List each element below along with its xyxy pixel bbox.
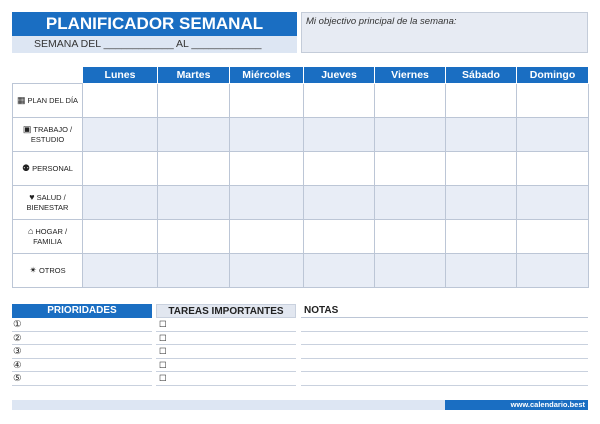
week-range-field[interactable]: SEMANA DEL ____________ AL ____________	[12, 36, 297, 53]
day-cell[interactable]	[446, 118, 517, 152]
category-row	[13, 152, 589, 186]
task-item[interactable]	[156, 345, 296, 359]
category-label	[13, 118, 83, 152]
category-text: HOGAR / FAMILIA	[33, 227, 68, 246]
day-cell[interactable]	[83, 84, 158, 118]
category-row	[13, 118, 589, 152]
notes-line[interactable]	[301, 359, 588, 373]
day-cell[interactable]	[83, 254, 158, 288]
notes-title: NOTAS	[301, 304, 588, 318]
day-cell[interactable]	[158, 186, 230, 220]
day-cell[interactable]	[304, 118, 375, 152]
priority-item[interactable]	[12, 332, 152, 346]
day-cell[interactable]	[517, 84, 589, 118]
footer-bar	[12, 400, 445, 410]
notes-line[interactable]	[301, 318, 588, 332]
day-cell[interactable]	[158, 84, 230, 118]
pin-icon: ✴	[29, 265, 37, 275]
day-cell[interactable]	[517, 254, 589, 288]
day-cell[interactable]	[304, 220, 375, 254]
weekly-objective-box[interactable]	[301, 12, 588, 53]
priority-marker: ⑤	[13, 373, 22, 385]
notes-line[interactable]	[301, 372, 588, 386]
notes-panel	[301, 304, 588, 386]
day-cell[interactable]	[375, 254, 446, 288]
day-cell[interactable]	[446, 186, 517, 220]
day-cell[interactable]	[230, 186, 304, 220]
task-item[interactable]	[156, 318, 296, 332]
day-cell[interactable]	[230, 220, 304, 254]
objective-label: Mi objectivo principal de la semana:	[306, 16, 457, 27]
day-header-row	[13, 67, 589, 84]
day-cell[interactable]	[375, 220, 446, 254]
day-cell[interactable]	[230, 152, 304, 186]
day-cell[interactable]	[517, 152, 589, 186]
category-label	[13, 186, 83, 220]
priority-item[interactable]	[12, 372, 152, 386]
category-text: TRABAJO / ESTUDIO	[30, 125, 73, 144]
category-text: PERSONAL	[32, 164, 73, 173]
day-cell[interactable]	[83, 220, 158, 254]
notes-line[interactable]	[301, 345, 588, 359]
day-cell[interactable]	[375, 118, 446, 152]
day-header: Miércoles	[230, 67, 304, 84]
task-item[interactable]	[156, 359, 296, 373]
important-tasks-panel	[156, 304, 296, 386]
grid-corner	[13, 67, 83, 84]
day-header: Viernes	[375, 67, 446, 84]
page-title: PLANIFICADOR SEMANAL	[12, 12, 297, 36]
task-item[interactable]	[156, 332, 296, 346]
day-cell[interactable]	[158, 152, 230, 186]
category-label	[13, 254, 83, 288]
day-header: Lunes	[83, 67, 158, 84]
heart-icon: ♥	[29, 192, 35, 202]
weekly-grid	[12, 66, 588, 288]
day-cell[interactable]	[230, 84, 304, 118]
category-row	[13, 186, 589, 220]
day-cell[interactable]	[517, 220, 589, 254]
priority-marker: ③	[13, 346, 22, 358]
priority-marker: ①	[13, 319, 22, 330]
task-checkbox[interactable]: ☐	[159, 319, 167, 329]
person-icon: ⚉	[22, 163, 31, 173]
day-cell[interactable]	[83, 186, 158, 220]
task-checkbox[interactable]: ☐	[159, 346, 167, 357]
priority-item[interactable]	[12, 345, 152, 359]
day-cell[interactable]	[304, 186, 375, 220]
day-cell[interactable]	[375, 186, 446, 220]
priority-marker: ④	[13, 359, 22, 371]
task-checkbox[interactable]: ☐	[159, 373, 167, 384]
priorities-title: PRIORIDADES	[12, 304, 152, 318]
task-checkbox[interactable]: ☐	[159, 332, 167, 343]
category-row	[13, 254, 589, 288]
category-label	[13, 152, 83, 186]
day-cell[interactable]	[446, 220, 517, 254]
day-cell[interactable]	[375, 152, 446, 186]
category-row	[13, 84, 589, 118]
priorities-panel	[12, 304, 152, 386]
day-cell[interactable]	[446, 84, 517, 118]
day-cell[interactable]	[158, 254, 230, 288]
category-text: PLAN DEL DÍA	[27, 96, 79, 105]
category-text: OTROS	[38, 266, 66, 275]
priority-item[interactable]	[12, 318, 152, 332]
day-cell[interactable]	[304, 254, 375, 288]
day-header: Martes	[158, 67, 230, 84]
category-label	[13, 220, 83, 254]
day-cell[interactable]	[375, 84, 446, 118]
day-cell[interactable]	[230, 118, 304, 152]
briefcase-icon: ▣	[22, 124, 32, 134]
day-cell[interactable]	[83, 152, 158, 186]
task-item[interactable]	[156, 372, 296, 386]
day-cell[interactable]	[304, 84, 375, 118]
priority-marker: ②	[13, 332, 22, 344]
calendar-icon: ▦	[16, 95, 26, 105]
home-icon: ⌂	[27, 226, 34, 236]
priority-item[interactable]	[12, 359, 152, 373]
category-label	[13, 84, 83, 118]
day-header: Domingo	[517, 67, 589, 84]
notes-line[interactable]	[301, 332, 588, 346]
day-cell[interactable]	[446, 152, 517, 186]
day-cell[interactable]	[83, 118, 158, 152]
day-cell[interactable]	[446, 254, 517, 288]
category-row	[13, 220, 589, 254]
tasks-title: TAREAS IMPORTANTES	[156, 304, 296, 318]
day-cell[interactable]	[158, 118, 230, 152]
day-cell[interactable]	[517, 186, 589, 220]
day-header: Jueves	[304, 67, 375, 84]
day-cell[interactable]	[517, 118, 589, 152]
task-checkbox[interactable]: ☐	[159, 359, 167, 370]
day-cell[interactable]	[304, 152, 375, 186]
day-cell[interactable]	[158, 220, 230, 254]
day-cell[interactable]	[230, 254, 304, 288]
category-text: SALUD / BIENESTAR	[26, 193, 69, 212]
footer-url[interactable]: www.calendario.best	[445, 400, 588, 410]
day-header: Sábado	[446, 67, 517, 84]
